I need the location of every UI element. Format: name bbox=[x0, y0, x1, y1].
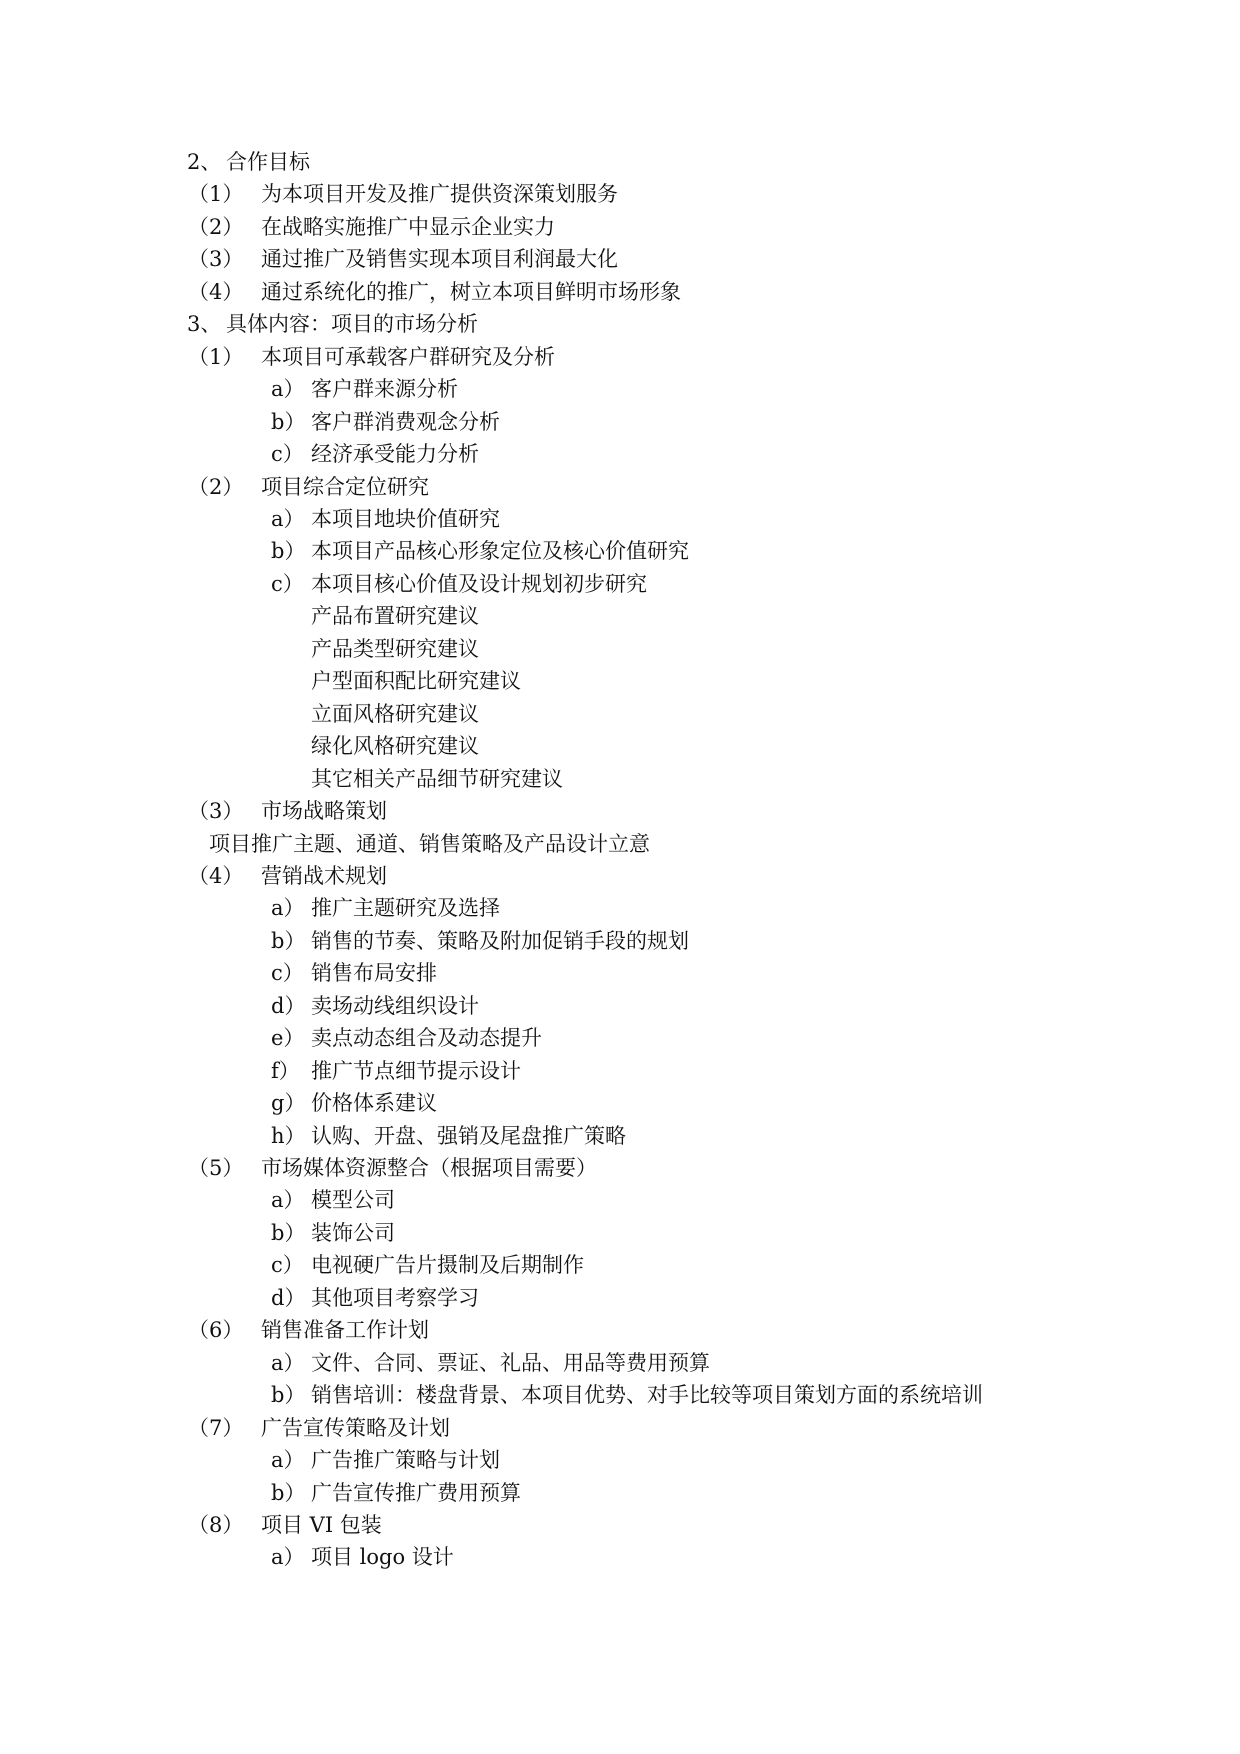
line-text: 卖点动态组合及动态提升 bbox=[311, 1026, 542, 1051]
list-number: d） bbox=[271, 1285, 306, 1310]
line-text: 销售培训：楼盘背景、本项目优势、对手比较等项目策划方面的系统培训 bbox=[311, 1383, 983, 1408]
line-text: 绿化风格研究建议 bbox=[311, 734, 479, 759]
line-text: 推广主题研究及选择 bbox=[311, 896, 500, 921]
sub-list-item bbox=[0, 958, 1240, 988]
list-number: a） bbox=[271, 1350, 305, 1375]
text-line bbox=[0, 829, 1240, 859]
list-item bbox=[0, 1413, 1240, 1443]
list-item bbox=[0, 244, 1240, 274]
line-text: 广告宣传推广费用预算 bbox=[311, 1480, 521, 1505]
sub-list-item bbox=[0, 1185, 1240, 1215]
line-text: 广告宣传策略及计划 bbox=[261, 1415, 450, 1440]
list-number: b） bbox=[271, 539, 306, 564]
line-text: 销售布局安排 bbox=[311, 961, 437, 986]
line-text: 合作目标 bbox=[226, 150, 310, 174]
line-text: 文件、合同、票证、礼品、用品等费用预算 bbox=[311, 1350, 710, 1375]
line-text: 装饰公司 bbox=[311, 1220, 395, 1245]
list-number: （5） bbox=[188, 1156, 244, 1180]
list-item bbox=[0, 342, 1240, 372]
sub-list-item bbox=[0, 1088, 1240, 1118]
list-number: a） bbox=[271, 896, 305, 921]
list-number: （6） bbox=[188, 1318, 244, 1343]
line-text: 销售的节奏、策略及附加促销手段的规划 bbox=[311, 928, 689, 953]
list-number: c） bbox=[271, 571, 304, 596]
line-text: 项目综合定位研究 bbox=[261, 474, 429, 499]
sub-list-item bbox=[0, 1348, 1240, 1378]
line-text: 推广节点细节提示设计 bbox=[311, 1058, 521, 1083]
line-text: 立面风格研究建议 bbox=[311, 701, 479, 726]
list-item bbox=[0, 1315, 1240, 1345]
list-number: （2） bbox=[188, 214, 244, 239]
sub-list-item bbox=[0, 1023, 1240, 1053]
line-text: 本项目可承载客户群研究及分析 bbox=[261, 344, 555, 369]
line-text: 客户群来源分析 bbox=[311, 377, 458, 402]
list-number: （4） bbox=[188, 863, 244, 888]
sub-list-item bbox=[0, 1218, 1240, 1248]
line-text: 经济承受能力分析 bbox=[311, 442, 479, 467]
line-text: 户型面积配比研究建议 bbox=[311, 669, 521, 694]
sub-list-item bbox=[0, 991, 1240, 1021]
section-heading bbox=[0, 309, 1240, 339]
sub-list-item bbox=[0, 1478, 1240, 1508]
sub-list-item bbox=[0, 1056, 1240, 1086]
line-text: 本项目地块价值研究 bbox=[311, 507, 500, 531]
line-text: 营销战术规划 bbox=[261, 863, 387, 888]
list-number: b） bbox=[271, 1383, 306, 1408]
line-text: 卖场动线组织设计 bbox=[311, 993, 479, 1018]
line-text: 项目 VI 包装 bbox=[261, 1512, 382, 1537]
list-number: （7） bbox=[188, 1415, 244, 1440]
list-number: g） bbox=[271, 1091, 306, 1116]
line-text: 其他项目考察学习 bbox=[311, 1285, 479, 1310]
line-text: 销售准备工作计划 bbox=[261, 1318, 429, 1343]
detail-line bbox=[0, 699, 1240, 729]
sub-list-item bbox=[0, 1445, 1240, 1475]
list-item bbox=[0, 861, 1240, 891]
list-number: c） bbox=[271, 1253, 304, 1278]
sub-list-item bbox=[0, 1250, 1240, 1280]
sub-list-item bbox=[0, 536, 1240, 566]
line-text: 本项目产品核心形象定位及核心价值研究 bbox=[311, 539, 689, 564]
list-number: c） bbox=[271, 442, 304, 467]
sub-list-item bbox=[0, 407, 1240, 437]
line-text: 广告推广策略与计划 bbox=[311, 1448, 500, 1472]
list-number: （8） bbox=[188, 1512, 244, 1537]
line-text: 其它相关产品细节研究建议 bbox=[311, 766, 563, 791]
section-heading bbox=[0, 147, 1240, 177]
line-text: 电视硬广告片摄制及后期制作 bbox=[311, 1253, 584, 1278]
list-number: （4） bbox=[188, 279, 244, 304]
line-text: 为本项目开发及推广提供资深策划服务 bbox=[261, 182, 618, 207]
line-text: 市场媒体资源整合（根据项目需要） bbox=[261, 1156, 597, 1180]
list-number: a） bbox=[271, 377, 305, 402]
line-text: 通过系统化的推广，树立本项目鲜明市场形象 bbox=[261, 279, 681, 304]
list-number: a） bbox=[271, 507, 305, 531]
detail-line bbox=[0, 666, 1240, 696]
sub-list-item bbox=[0, 504, 1240, 534]
list-number: （1） bbox=[188, 344, 244, 369]
line-text: 项目 logo 设计 bbox=[311, 1545, 454, 1570]
line-text: 项目推广主题、通道、销售策略及产品设计立意 bbox=[209, 831, 650, 856]
list-number: （3） bbox=[188, 799, 244, 823]
list-item bbox=[0, 277, 1240, 307]
list-item bbox=[0, 796, 1240, 826]
sub-list-item bbox=[0, 926, 1240, 956]
sub-list-item bbox=[0, 439, 1240, 469]
line-text: 通过推广及销售实现本项目利润最大化 bbox=[261, 247, 618, 272]
line-text: 具体内容：项目的市场分析 bbox=[226, 312, 478, 337]
sub-list-item bbox=[0, 1542, 1240, 1572]
list-number: 3、 bbox=[187, 312, 222, 337]
list-number: b） bbox=[271, 928, 306, 953]
list-number: e） bbox=[271, 1026, 305, 1051]
list-number: a） bbox=[271, 1545, 305, 1570]
sub-list-item bbox=[0, 374, 1240, 404]
list-number: h） bbox=[271, 1123, 306, 1148]
sub-list-item bbox=[0, 893, 1240, 923]
list-item bbox=[0, 212, 1240, 242]
line-text: 在战略实施推广中显示企业实力 bbox=[261, 214, 555, 239]
line-text: 产品类型研究建议 bbox=[311, 636, 479, 661]
list-number: a） bbox=[271, 1448, 305, 1472]
sub-list-item bbox=[0, 1121, 1240, 1151]
line-text: 价格体系建议 bbox=[311, 1091, 437, 1116]
list-item bbox=[0, 472, 1240, 502]
sub-list-item bbox=[0, 569, 1240, 599]
list-number: c） bbox=[271, 961, 304, 986]
list-number: （3） bbox=[188, 247, 244, 272]
detail-line bbox=[0, 731, 1240, 761]
line-text: 模型公司 bbox=[311, 1188, 395, 1213]
list-item bbox=[0, 1510, 1240, 1540]
list-number: f） bbox=[271, 1058, 300, 1083]
list-number: （1） bbox=[188, 182, 244, 207]
sub-list-item bbox=[0, 1283, 1240, 1313]
detail-line bbox=[0, 764, 1240, 794]
sub-list-item bbox=[0, 1380, 1240, 1410]
list-number: 2、 bbox=[187, 150, 222, 174]
list-number: d） bbox=[271, 993, 306, 1018]
detail-line bbox=[0, 634, 1240, 664]
line-text: 市场战略策划 bbox=[261, 799, 387, 823]
detail-line bbox=[0, 601, 1240, 631]
list-number: （2） bbox=[188, 474, 244, 499]
list-item bbox=[0, 179, 1240, 209]
list-number: b） bbox=[271, 409, 306, 434]
line-text: 客户群消费观念分析 bbox=[311, 409, 500, 434]
list-number: b） bbox=[271, 1480, 306, 1505]
list-number: b） bbox=[271, 1220, 306, 1245]
line-text: 产品布置研究建议 bbox=[311, 604, 479, 629]
line-text: 本项目核心价值及设计规划初步研究 bbox=[311, 571, 647, 596]
line-text: 认购、开盘、强销及尾盘推广策略 bbox=[311, 1123, 626, 1148]
list-number: a） bbox=[271, 1188, 305, 1213]
list-item bbox=[0, 1153, 1240, 1183]
